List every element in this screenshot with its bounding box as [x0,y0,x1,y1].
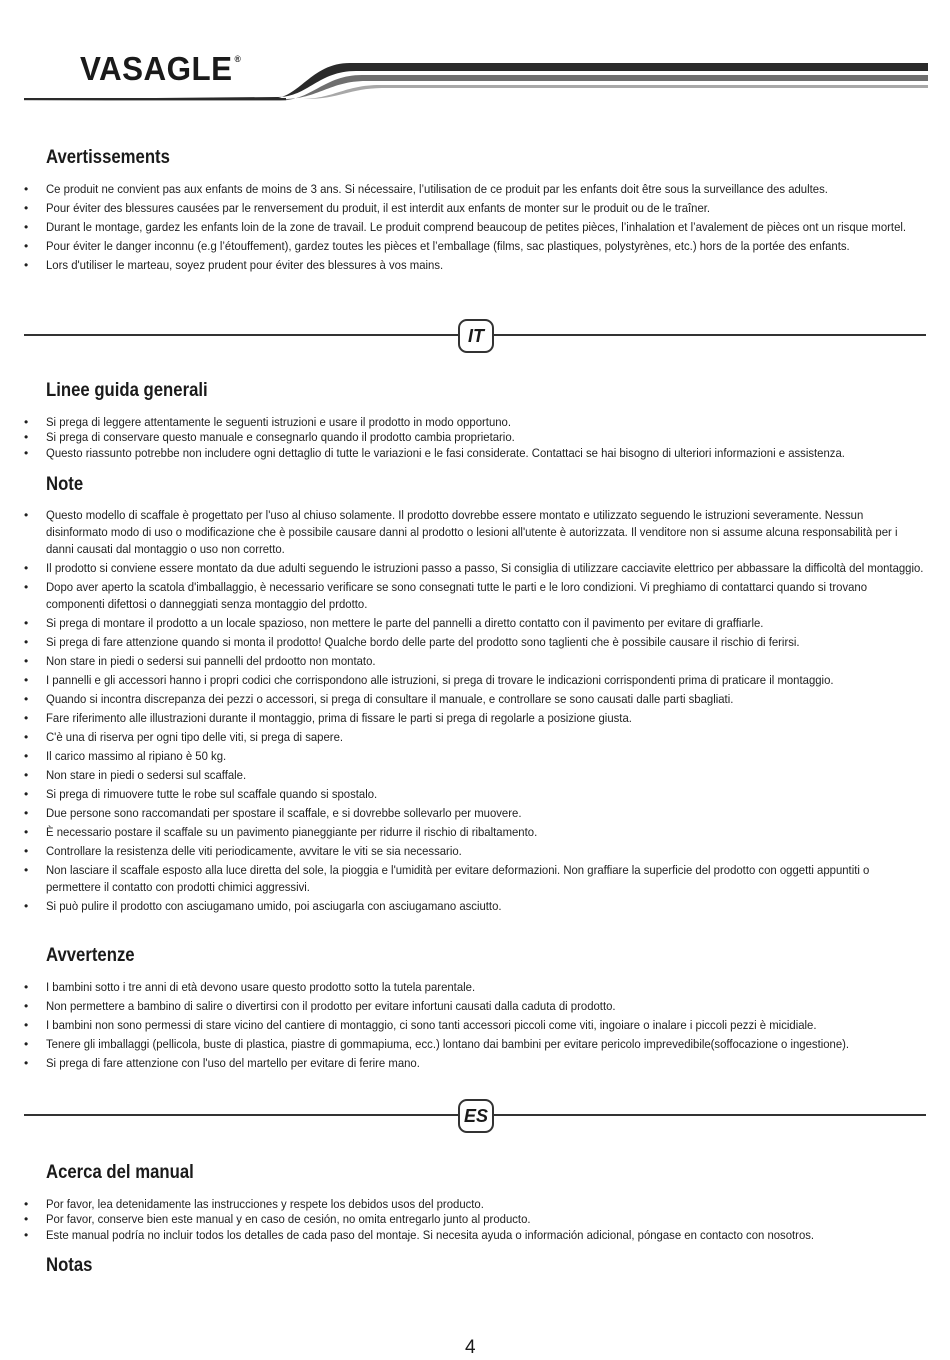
language-divider-es [24,1099,926,1133]
bullet-icon: • [24,654,29,668]
list-item: • Si prega di fare attenzione quando si monta il prodotto! Qualche bordo delle parte del prodotto sono taglienti che è possibile causare il rischio di ferirsi. [24,635,800,649]
bullet-icon: • [24,430,29,445]
it-notes-list [24,507,928,917]
list-item: • Durant le montage, gardez les enfants loin de la zone de travail. Le produit comprend beaucoup de petites pièces, l’inhalation et l’avalement de pièces ont un risque mortel. [24,220,907,234]
bullet-icon: • [24,787,29,801]
language-badge-it: IT [458,319,494,353]
list-item: • Si può pulire il prodotto con asciugamano umido, poi asciugarla con asciugamano asciutto. [24,899,502,913]
list-item: • Fare riferimento alle illustrazioni durante il montaggio, prima di fissare le parti si prega di regolarle a posizione giusta. [24,711,632,725]
list-item: • Por favor, conserve bien este manual y en caso de cesión, no omita entregarlo junto al producto. [24,1212,531,1227]
bullet-icon: • [24,1018,29,1032]
list-item: • Quando si incontra discrepanza dei pezzi o accessori, si prega di consultare il manuale, e controllare se sono causati dalle parti sbagliati. [24,692,734,706]
list-item: • Tenere gli imballaggi (pellicola, buste di plastica, piastre di gommapiuma, ecc.) lontano dai bambini per evitare pericolo imprevedibile(soffocazione o ingestione). [24,1037,850,1051]
bullet-icon: • [24,635,29,649]
es-manual-list [24,1197,928,1243]
it-guidelines-list [24,415,928,461]
list-item: • Non permettere a bambino di salire o divertirsi con il prodotto per evitare infortuni causati dalla caduta di prodotto. [24,999,616,1013]
bullet-icon: • [24,806,29,820]
bullet-icon: • [24,508,29,522]
list-item: • Dopo aver aperto la scatola d'imballaggio, è necessario verificare se sono consegnati tutte le parti e le loro condizioni. Vi preghiamo di contattarci quando si trovano componenti difettosi o danneggiati senza montaggio del prdotto. [24,580,868,611]
list-item: • Questo modello di scaffale è progettato per l'uso al chiuso solamente. Il prodotto dovrebbe essere montato e utilizzato seguendo le istruzioni severamente. Nessun disinformato modo di uso o modificazione che è possibile causare danni al prodotto o lesioni all'utente è autorizzata. Il venditore non si assume alcuna responsabilità per i danni causati dal montaggio o uso non corretto. [24,508,898,556]
bullet-icon: • [24,999,29,1013]
es-manual-title: Acerca del manual [46,1162,194,1183]
language-badge-es: ES [458,1099,494,1133]
fr-warnings-list [24,181,928,276]
bullet-icon: • [24,1197,29,1211]
bullet-icon: • [24,258,29,272]
list-item: • Ce produit ne convient pas aux enfants de moins de 3 ans. Si nécessaire, l’utilisation de ce produit par les enfants doit être sous la surveillance des adultes. [24,182,828,196]
bullet-icon: • [24,980,29,994]
list-item: • Si prega di montare il prodotto a un locale spazioso, non mettere le parte del pannelli a diretto contatto con il pavimento per evitare di graffiarle. [24,616,764,630]
bullet-icon: • [24,768,29,782]
list-item: • Si prega di fare attenzione con l'uso del martello per evitare di ferire mano. [24,1056,420,1070]
bullet-icon: • [24,825,29,839]
list-item: • Questo riassunto potrebbe non includere ogni dettaglio di tutte le variazioni e le fasi considerate. Contattaci se hai bisogno di ulteriori informazioni e assistenza. [24,445,845,460]
bullet-icon: • [24,1037,29,1051]
bullet-icon: • [24,673,29,687]
page-header [0,0,950,110]
list-item: • Non stare in piedi o sedersi sui pannelli del prdootto non montato. [24,654,376,668]
list-item: • I bambini sotto i tre anni di età devono usare questo prodotto sotto la tutela parentale. [24,980,476,994]
list-item: • I pannelli e gli accessori hanno i propri codici che corrispondono alle istruzioni, si prega di trovare le indicazioni corrispondenti prima di praticare il montaggio. [24,673,834,687]
list-item: • Lors d'utiliser le marteau, soyez prudent pour éviter des blessures à vos mains. [24,258,444,272]
list-item: • I bambini non sono permessi di stare vicino del cantiere di montaggio, ci sono tanti accessori piccoli come viti, ingoiare o inalare i piccoli pezzi è micidiale. [24,1018,817,1032]
list-item: • Controllare la resistenza delle viti periodicamente, avvitare le viti se sia necessario. [24,844,462,858]
bullet-icon: • [24,580,29,594]
list-item: • Due persone sono raccomandati per spostare il scaffale, e si dovrebbe sollevarlo per muovere. [24,806,522,820]
list-item: • Si prega di conservare questo manuale e consegnarlo quando il prodotto cambia proprietario. [24,430,515,445]
list-item: • Il carico massimo al ripiano è 50 kg. [24,749,227,763]
bullet-icon: • [24,730,29,744]
registered-mark: ® [234,54,242,64]
list-item: • Non lasciare il scaffale esposto alla luce diretta del sole, la pioggia e l'umidità per evitare deformazioni. Non graffiare la superficie del prodotto con oggetti appuntiti o permettere il contatto con prodotti chimici aggressivi. [24,863,870,894]
it-guidelines-title: Linee guida generali [46,380,208,401]
it-warnings-title: Avvertenze [46,945,135,966]
brand-name: VASAGLE [80,50,233,87]
list-item: • Il prodotto si conviene essere montato da due adulti seguendo le istruzioni passo a passo, Si consiglia di utilizzare cacciavite elettrico per abbassare la difficoltà del montaggio. [24,561,924,575]
page-number: 4 [465,1337,476,1358]
bullet-icon: • [24,1212,29,1227]
list-item: • Por favor, lea detenidamente las instrucciones y respete los debidos usos del producto. [24,1197,484,1211]
bullet-icon: • [24,415,29,429]
bullet-icon: • [24,899,29,913]
bullet-icon: • [24,445,29,460]
bullet-icon: • [24,220,29,234]
list-item: • Este manual podría no incluir todos los detalles de cada paso del montaje. Si necesita ayuda o información adicional, póngase en contacto con nosotros. [24,1227,815,1242]
list-item: • Non stare in piedi o sedersi sul scaffale. [24,768,247,782]
bullet-icon: • [24,616,29,630]
bullet-icon: • [24,844,29,858]
language-divider-it [24,319,926,353]
list-item: • C'è una di riserva per ogni tipo delle viti, si prega di sapere. [24,730,344,744]
it-warnings-list [24,979,928,1074]
list-item: • Si prega di leggere attentamente le seguenti istruzioni e usare il prodotto in modo opportuno. [24,415,512,429]
list-item: • Pour éviter le danger inconnu (e.g l’étouffement), gardez toutes les pièces et l’emballage (films, sac plastiques, polystyrènes, etc.) hors de la portée des enfants. [24,239,850,253]
bullet-icon: • [24,711,29,725]
bullet-icon: • [24,749,29,763]
fr-warnings-title: Avertissements [46,147,170,168]
bullet-icon: • [24,182,29,196]
bullet-icon: • [24,561,29,575]
list-item: • Pour éviter des blessures causées par le renversement du produit, il est interdit aux enfants de monter sur le produit ou de le traîner. [24,201,711,215]
bullet-icon: • [24,239,29,253]
bullet-icon: • [24,1056,29,1070]
it-notes-title: Note [46,474,84,495]
list-item: • È necessario postare il scaffale su un pavimento pianeggiante per ridurre il rischio di ribaltamento. [24,825,538,839]
header-swoosh-graphic [0,55,950,105]
bullet-icon: • [24,863,29,877]
bullet-icon: • [24,201,29,215]
bullet-icon: • [24,692,29,706]
list-item: • Si prega di rimuovere tutte le robe sul scaffale quando si spostalo. [24,787,378,801]
es-notes-title: Notas [46,1255,93,1276]
bullet-icon: • [24,1227,29,1242]
